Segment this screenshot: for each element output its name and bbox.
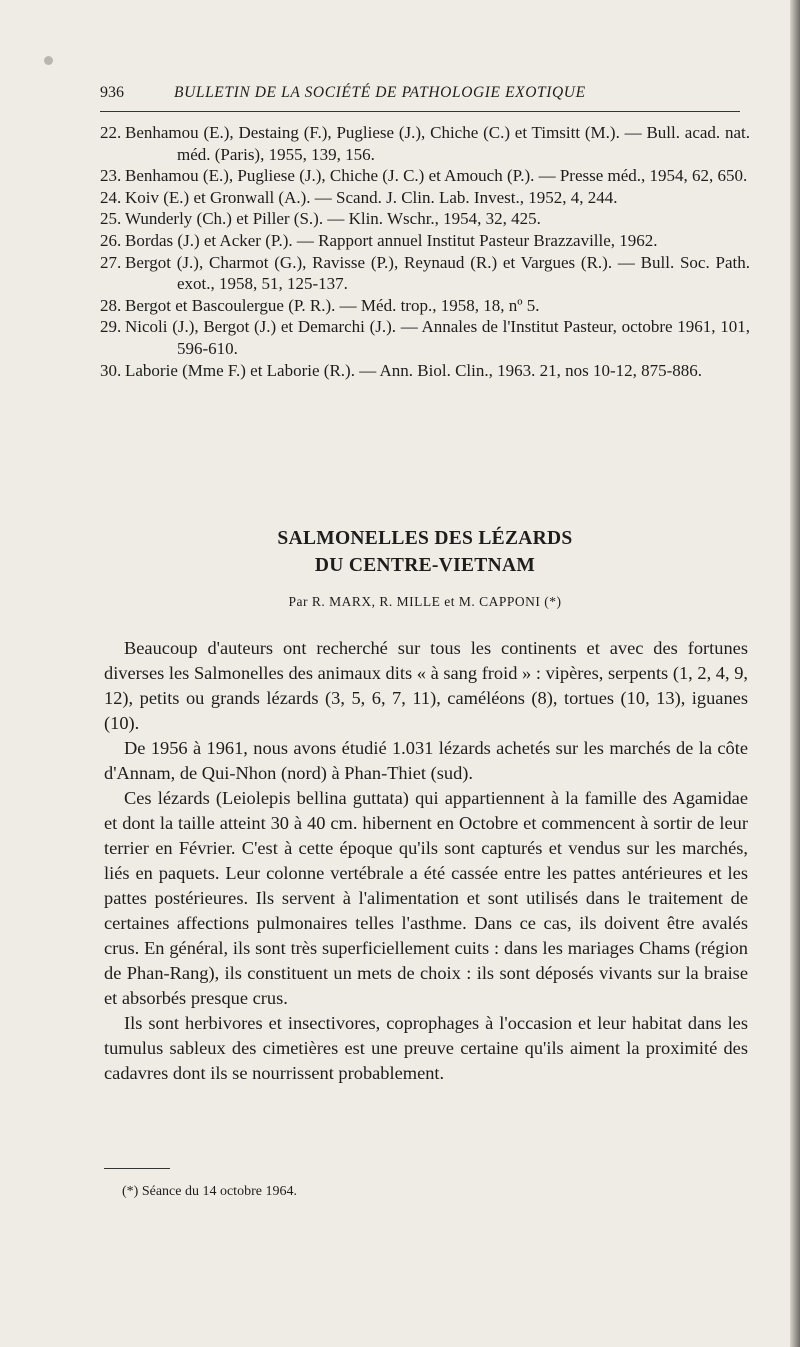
reference-text: Benhamou (E.), Pugliese (J.), Chiche (J. C.) et Amouch (P.). — Presse méd., 1954, 62, 650. [125, 166, 748, 186]
page-edge-shadow [790, 0, 800, 1347]
article-authors: Par R. MARX, R. MILLE et M. CAPPONI (*) [288, 594, 562, 609]
scan-speck [44, 56, 53, 65]
reference-number: 24. [100, 187, 122, 207]
reference-item [100, 208, 750, 230]
reference-text: Nicoli (J.), Bergot (J.) et Demarchi (J.). — Annales de l'Institut Pasteur, octobre 1961, 101, 596-610. [125, 317, 750, 358]
reference-number: 28. [100, 295, 122, 315]
reference-list [100, 122, 750, 381]
reference-item [100, 295, 750, 317]
reference-text: Laborie (Mme F.) et Laborie (R.). — Ann. Biol. Clin., 1963. 21, nos 10-12, 875-886. [125, 360, 703, 380]
running-header [100, 84, 740, 106]
page-number: 936 [100, 84, 124, 101]
reference-item [100, 187, 750, 209]
reference-text: Bordas (J.) et Acker (P.). — Rapport annuel Institut Pasteur Brazzaville, 1962. [125, 230, 658, 250]
article-title [100, 525, 750, 579]
reference-item [100, 230, 750, 252]
reference-text: Benhamou (E.), Destaing (F.), Pugliese (J.), Chiche (C.) et Timsitt (M.). — Bull. acad. nat. méd. (Paris), 1955, 139, 156. [125, 123, 750, 164]
footnote: (*) Séance du 14 octobre 1964. [122, 1184, 297, 1199]
reference-item [100, 122, 750, 165]
article-body [104, 636, 748, 1086]
body-paragraph: Beaucoup d'auteurs ont recherché sur tous les continents et avec des fortunes diverses les Salmonelles des animaux dits « à sang froid » : vipères, serpents (1, 2, 4, 9, 12), petits ou grands lézards (3, 5, 6, 7, 11), caméléons (8), tortues (10, 13), iguanes (10). [104, 638, 748, 733]
reference-item [100, 252, 750, 295]
journal-title: BULLETIN DE LA SOCIÉTÉ DE PATHOLOGIE EXOTIQUE [174, 84, 586, 101]
reference-number: 30. [100, 360, 122, 380]
reference-item [100, 165, 750, 187]
body-paragraph: De 1956 à 1961, nous avons étudié 1.031 lézards achetés sur les marchés de la côte d'Annam, de Qui-Nhon (nord) à Phan-Thiet (sud). [104, 738, 748, 783]
reference-text: Bergot (J.), Charmot (G.), Ravisse (P.), Reynaud (R.) et Vargues (R.). — Bull. Soc. Path. exot., 1958, 51, 125-137. [125, 252, 750, 294]
reference-text: Wunderly (Ch.) et Piller (S.). — Klin. Wschr., 1954, 32, 425. [125, 209, 541, 229]
reference-number: 26. [100, 230, 122, 250]
footnote-rule [104, 1168, 170, 1169]
reference-item [100, 316, 750, 359]
body-paragraph: Ces lézards (Leiolepis bellina guttata) qui appartiennent à la famille des Agamidae et dont la taille atteint 30 à 40 cm. hibernent en Octobre et commencent à sortir de leur terrier en Février. C'est à cette époque qu'ils sont capturés et vendus sur les marchés, liés en paquets. Leur colonne vertébrale a été cassée entre les pattes antérieures et les pattes postérieures. Ils servent à l'alimentation et sont utilisés dans le traitement de certaines affections pulmonaires telles l'asthme. Dans ce cas, ils doivent être avalés crus. En général, ils sont très superficiellement cuits : dans les mariages Chams (région de Phan-Rang), ils constituent un mets de choix : ils sont déposés vivants sur la braise et absorbés presque crus. [104, 788, 748, 1008]
reference-number: 27. [100, 252, 122, 272]
article-title-line-1: SALMONELLES DES LÉZARDS [277, 528, 573, 549]
header-rule [100, 111, 740, 112]
reference-number: 22. [100, 123, 122, 142]
body-paragraph: Ils sont herbivores et insectivores, coprophages à l'occasion et leur habitat dans les tumulus sableux des cimetières est une preuve certaine qu'ils aiment la proximité des cadavres dont ils se nourrissent probablement. [104, 1013, 748, 1083]
reference-item [100, 360, 750, 382]
reference-number: 29. [100, 317, 122, 337]
reference-text: Koiv (E.) et Gronwall (A.). — Scand. J. Clin. Lab. Invest., 1952, 4, 244. [125, 187, 618, 207]
reference-text: Bergot et Bascoulergue (P. R.). — Méd. trop., 1958, 18, nº 5. [125, 295, 540, 315]
reference-number: 25. [100, 209, 122, 229]
article-title-line-2: DU CENTRE-VIETNAM [314, 555, 536, 576]
reference-number: 23. [100, 166, 122, 186]
